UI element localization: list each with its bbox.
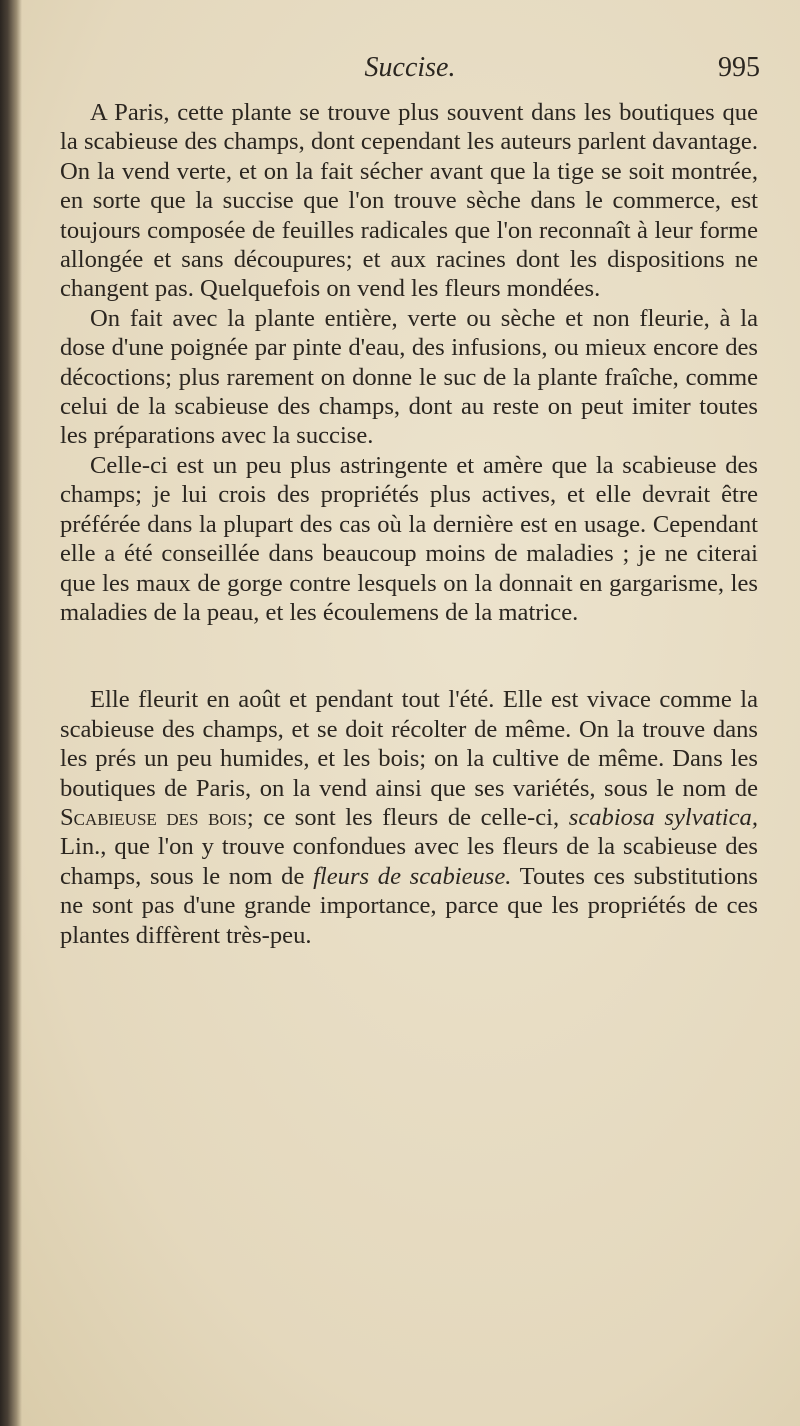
- paragraph-4: [60, 685, 758, 950]
- paragraph-4-latin-name: scabiosa sylvatica,: [568, 803, 758, 831]
- paragraph-4-text-d: Toutes ces substitutions ne sont pas d'une grande importance, parce que les propriétés de ces plantes diffèrent très-peu.: [60, 862, 759, 949]
- page-number: 995: [718, 52, 760, 83]
- body-text: [60, 98, 758, 950]
- page-header: [60, 52, 760, 92]
- paragraph-4-text-b: ; ce sont les fleurs de celle-ci,: [246, 803, 569, 831]
- paragraph-1: A Paris, cette plante se trouve plus souvent dans les boutiques que la scabieuse des champs, dont cependant les auteurs parlent davantage. On la vend verte, et on la fait sécher avant que la tige se soit montrée, en sorte que la succise que l'on trouve sèche dans le commerce, est toujours composée de feuilles radicales que l'on reconnaît à leur forme allongée et sans découpures; et aux racines dont les dispositions ne changent pas. Quelquefois on vend les fleurs mondées.: [60, 99, 758, 303]
- paragraph-3: Celle-ci est un peu plus astringente et amère que la scabieuse des champs; je lui crois des propriétés plus actives, et elle devrait être préférée dans la plupart des cas où la dernière est en usage. Cependant elle a été conseillée dans beaucoup moins de maladies ; je ne citerai que les maux de gorge contre lesquels on la donnait en gargarisme, les maladies de la peau, et les écoulemens de la matrice.: [60, 451, 758, 626]
- book-binding-shadow: [0, 0, 22, 1426]
- paragraph-4-smallcaps-name: Scabieuse des bois: [60, 803, 247, 831]
- paragraph-4-italic-term: fleurs de scabieuse.: [313, 862, 512, 890]
- paragraph-2: On fait avec la plante entière, verte ou sèche et non fleurie, à la dose d'une poignée par pinte d'eau, des infusions, ou mieux encore des décoctions; plus rarement on donne le suc de la plante fraîche, comme celui de la scabieuse des champs, dont au reste on peut imiter toutes les préparations avec la succise.: [60, 304, 758, 450]
- running-head: Succise.: [364, 52, 456, 83]
- paragraph-4-text-a: Elle fleurit en août et pendant tout l'été. Elle est vivace comme la scabieuse des champs, et se doit récolter de même. On la trouve dans les prés un peu humides, et les bois; on la cultive de même. Dans les boutiques de Paris, on la vend ainsi que ses variétés, sous le nom de: [60, 686, 758, 802]
- paragraph-4-text-c: Lin., que l'on y trouve confondues avec les fleurs de la scabieuse des champs, sous le nom de: [60, 833, 758, 890]
